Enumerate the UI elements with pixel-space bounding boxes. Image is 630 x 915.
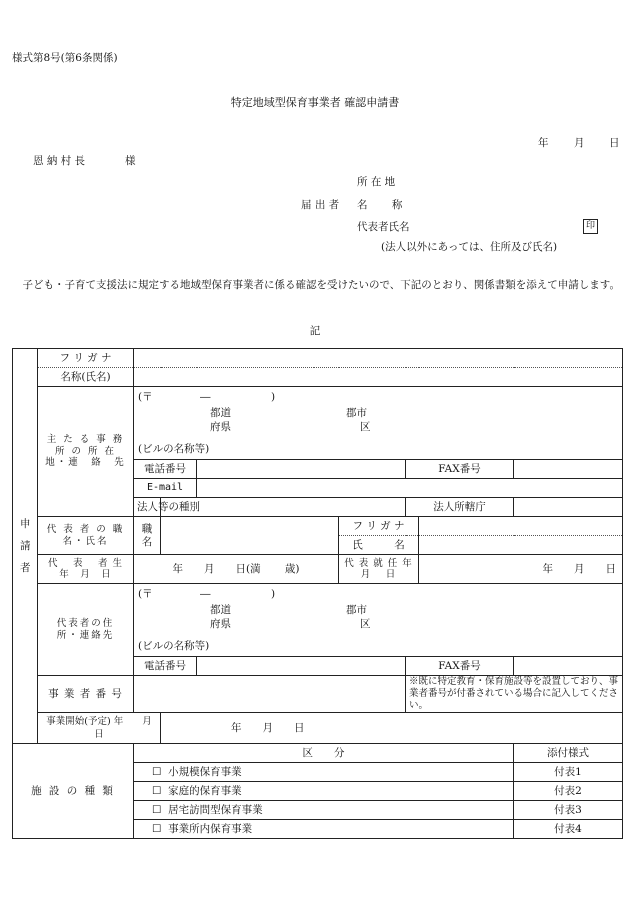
corp-office-input[interactable]	[514, 498, 623, 517]
rep-fax-label: FAX番号	[406, 657, 514, 676]
rep-fax-input[interactable]	[514, 657, 623, 676]
rep-phone-label: 電話番号	[134, 657, 197, 676]
business-number-label: 事 業 者 番 号	[38, 676, 134, 713]
applicant-vertical-label: 申 請 者	[13, 349, 38, 744]
corp-office-label: 法人所轄庁	[406, 498, 514, 517]
rep-furigana-label: フ リ ガ ナ	[339, 517, 419, 536]
facility-type-label: 施 設 の 種 類	[13, 744, 134, 839]
facility-row-workplace[interactable]	[134, 820, 514, 839]
request-body-text: 子ども・子育て支援法に規定する地域型保育事業者に係る確認を受けたいので、下記のとおり、関係書類を添えて申請します。	[22, 279, 620, 291]
furigana-input[interactable]	[134, 349, 623, 368]
email-label: E-mail	[134, 479, 197, 498]
start-date-input[interactable]: 年 月 日	[161, 713, 623, 744]
rep-name-label: 氏 名	[339, 536, 419, 555]
rep-since-input[interactable]: 年 月 日	[419, 555, 623, 584]
checkbox-icon[interactable]: ☐	[152, 822, 162, 835]
checkbox-icon[interactable]: ☐	[152, 765, 162, 778]
rep-birth-input[interactable]: 年 月 日(満 歳)	[134, 555, 339, 584]
facility-form: 付表1	[514, 763, 623, 782]
rep-title-shoku-label: 職 名	[134, 517, 161, 555]
name-label: 名 称	[357, 199, 403, 211]
rep-title-name-label: 代 表 者 の 職名・氏名	[38, 517, 134, 555]
email-input[interactable]	[197, 479, 623, 498]
facility-row-home-based[interactable]	[134, 782, 514, 801]
attach-form-header: 添付様式	[514, 744, 623, 763]
rep-phone-input[interactable]	[197, 657, 406, 676]
furigana-label: フ リ ガ ナ	[38, 349, 134, 368]
phone-label: 電話番号	[134, 460, 197, 479]
corp-type-label: 法人等の種別	[134, 498, 161, 517]
notifier-label: 届 出 者	[301, 199, 340, 211]
date-day: 日	[609, 137, 620, 149]
checkbox-icon[interactable]: ☐	[152, 803, 162, 816]
facility-row-small-scale[interactable]	[134, 763, 514, 782]
facility-name: 小規模保育事業	[168, 765, 242, 778]
seal-mark: 印	[583, 219, 598, 234]
rep-birth-label: 代 表 者 生 年 月 日	[38, 555, 134, 584]
checkbox-icon[interactable]: ☐	[152, 784, 162, 797]
rep-name-input[interactable]	[419, 536, 623, 555]
rep-furigana-input[interactable]	[419, 517, 623, 536]
rep-title-input[interactable]	[161, 517, 339, 555]
facility-form: 付表3	[514, 801, 623, 820]
name-field-label: 名称(氏名)	[38, 368, 134, 387]
representative-note: (法人以外にあっては、住所及び氏名)	[381, 241, 558, 253]
representative-label: 代表者氏名	[357, 221, 410, 233]
fax-label: FAX番号	[406, 460, 514, 479]
facility-name: 居宅訪問型保育事業	[168, 803, 263, 816]
facility-form: 付表4	[514, 820, 623, 839]
kubun-header: 区 分	[134, 744, 514, 763]
business-number-input[interactable]	[134, 676, 406, 713]
phone-input[interactable]	[197, 460, 406, 479]
ki-heading: 記	[309, 325, 321, 337]
facility-form: 付表2	[514, 782, 623, 801]
date-month: 月	[574, 137, 585, 149]
date-year: 年	[538, 137, 549, 149]
rep-address-input[interactable]: (〒 ― ) 都道 府県 郡市 区 (ビルの名称等)	[134, 584, 623, 657]
office-address-input[interactable]: (〒 ― ) 都道 府県 郡市 区 (ビルの名称等)	[134, 387, 623, 460]
document-title: 特定地域型保育事業者 確認申請書	[230, 96, 400, 109]
address-label: 所 在 地	[357, 176, 396, 188]
facility-name: 家庭的保育事業	[168, 784, 242, 797]
addressee-honorific: 様	[125, 155, 136, 167]
office-address-label: 主 た る 事 務 所 の 所 在 地・連 絡 先	[38, 387, 134, 517]
fax-input[interactable]	[514, 460, 623, 479]
rep-address-label: 代表者の住 所・連絡先	[38, 584, 134, 676]
start-date-label: 事業開始(予定) 年 月 日	[38, 713, 161, 744]
facility-row-home-visit[interactable]	[134, 801, 514, 820]
business-number-note: ※既に特定教育・保育施設等を設置しており、事業者番号が付番されている場合に記入してください。	[406, 676, 623, 713]
rep-since-label: 代 表 就 任 年 月 日	[339, 555, 419, 584]
addressee-name: 恩 納 村 長	[33, 155, 86, 167]
application-table	[12, 348, 623, 839]
name-input[interactable]	[134, 368, 623, 387]
facility-name: 事業所内保育事業	[168, 822, 253, 835]
form-number: 様式第8号(第6条関係)	[12, 52, 118, 64]
